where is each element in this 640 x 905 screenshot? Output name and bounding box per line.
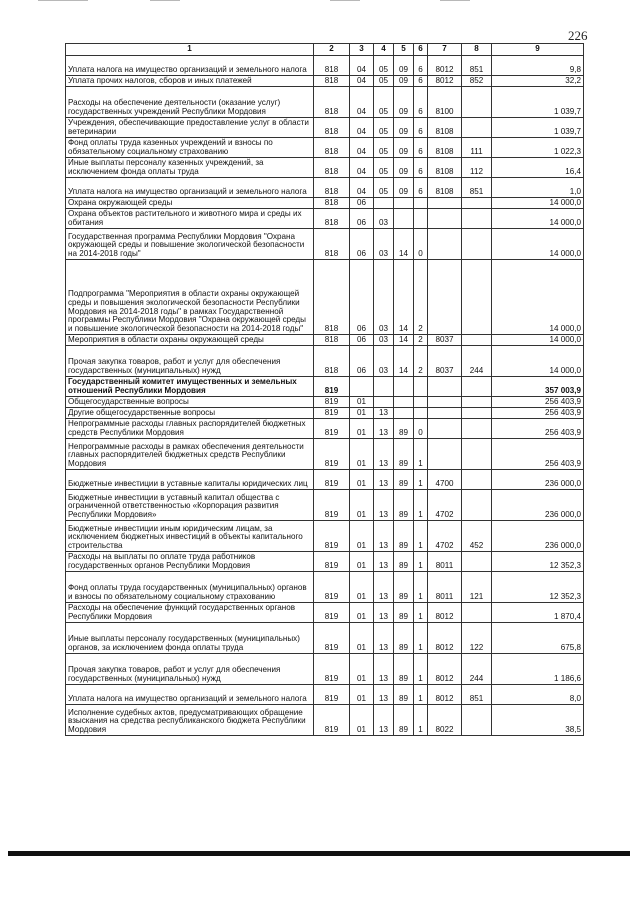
row-name-cell: Уплата налога на имущество организаций и земельного налога [66,178,314,198]
row-code-cell [414,198,428,209]
row-amount-cell: 675,8 [492,623,584,654]
table-row [66,138,584,158]
table-row [66,346,584,377]
row-code-cell: 818 [314,118,350,138]
row-code-cell [428,198,462,209]
row-code-cell [462,490,492,521]
table-row [66,552,584,572]
row-code-cell [462,439,492,470]
row-code-cell: 89 [394,685,414,705]
row-code-cell: 819 [314,490,350,521]
row-code-cell: 4702 [428,521,462,552]
row-name-cell: Подпрограмма "Мероприятия в области охраны окружающей среды и повышения экологической безопасности Республики Мордовия на 2014-2018 годы" в рамках Государственной программы Республики Мордовия "Охрана окружающей среды и повышение экологической безопасности на 2014-2018 годы" [66,260,314,335]
row-amount-cell: 1 039,7 [492,87,584,118]
row-code-cell: 04 [350,87,374,118]
row-code-cell: 818 [314,209,350,229]
row-code-cell: 8037 [428,346,462,377]
row-amount-cell: 256 403,9 [492,419,584,439]
row-code-cell: 14 [394,260,414,335]
table-row [66,623,584,654]
row-code-cell: 14 [394,229,414,260]
row-code-cell [350,377,374,397]
row-code-cell: 8012 [428,685,462,705]
row-code-cell: 851 [462,56,492,76]
row-code-cell: 01 [350,623,374,654]
row-amount-cell: 16,4 [492,158,584,178]
row-code-cell: 6 [414,138,428,158]
table-row [66,56,584,76]
row-code-cell [462,260,492,335]
row-amount-cell: 8,0 [492,685,584,705]
row-code-cell: 8011 [428,552,462,572]
row-name-cell: Государственная программа Республики Мордовия "Охрана окружающей среды и повышение экологической безопасности на 2014-2018 годы" [66,229,314,260]
table-row [66,198,584,209]
row-code-cell: 13 [374,654,394,685]
row-code-cell: 819 [314,705,350,736]
row-code-cell: 8108 [428,138,462,158]
row-code-cell [414,377,428,397]
row-code-cell: 01 [350,603,374,623]
row-name-cell: Уплата налога на имущество организаций и земельного налога [66,56,314,76]
row-name-cell: Иные выплаты персоналу государственных (муниципальных) органов, за исключением фонда оплаты труда [66,623,314,654]
row-code-cell: 2 [414,335,428,346]
row-code-cell [462,209,492,229]
column-header: 6 [414,44,428,56]
row-amount-cell: 12 352,3 [492,552,584,572]
row-code-cell [428,439,462,470]
row-code-cell [462,419,492,439]
row-code-cell: 13 [374,490,394,521]
row-amount-cell: 1 186,6 [492,654,584,685]
budget-table [65,43,584,736]
row-amount-cell: 256 403,9 [492,397,584,408]
row-code-cell: 03 [374,209,394,229]
scan-edge-mark [38,0,88,1]
row-code-cell [394,209,414,229]
row-code-cell [462,470,492,490]
row-code-cell [462,335,492,346]
row-code-cell: 111 [462,138,492,158]
row-code-cell: 03 [374,335,394,346]
row-code-cell: 6 [414,76,428,87]
row-amount-cell: 12 352,3 [492,572,584,603]
row-code-cell: 89 [394,439,414,470]
row-amount-cell: 1,0 [492,178,584,198]
row-code-cell: 13 [374,439,394,470]
row-code-cell: 819 [314,377,350,397]
row-code-cell: 819 [314,685,350,705]
table-body [66,56,584,736]
row-code-cell: 13 [374,705,394,736]
row-name-cell: Непрограммные расходы главных распорядителей бюджетных средств Республики Мордовия [66,419,314,439]
row-code-cell: 01 [350,572,374,603]
column-header: 4 [374,44,394,56]
row-code-cell [462,603,492,623]
table-row [66,685,584,705]
row-code-cell [428,209,462,229]
table-row [66,209,584,229]
row-code-cell: 818 [314,76,350,87]
row-name-cell: Другие общегосударственные вопросы [66,408,314,419]
row-code-cell: 819 [314,623,350,654]
row-code-cell: 01 [350,685,374,705]
row-code-cell: 13 [374,623,394,654]
row-code-cell: 2 [414,346,428,377]
row-code-cell: 01 [350,705,374,736]
table-row [66,408,584,419]
row-code-cell: 01 [350,439,374,470]
row-code-cell: 13 [374,408,394,419]
row-name-cell: Прочая закупка товаров, работ и услуг для обеспечения государственных (муниципальных) нужд [66,654,314,685]
row-code-cell: 06 [350,229,374,260]
row-code-cell: 818 [314,260,350,335]
row-code-cell: 89 [394,490,414,521]
row-name-cell: Мероприятия в области охраны окружающей среды [66,335,314,346]
row-code-cell [462,408,492,419]
row-code-cell: 8011 [428,572,462,603]
row-code-cell: 8012 [428,603,462,623]
row-code-cell: 04 [350,76,374,87]
row-amount-cell: 256 403,9 [492,408,584,419]
row-amount-cell: 256 403,9 [492,439,584,470]
row-code-cell: 1 [414,521,428,552]
row-code-cell: 1 [414,552,428,572]
row-code-cell: 04 [350,118,374,138]
row-name-cell: Охрана окружающей среды [66,198,314,209]
row-code-cell: 03 [374,229,394,260]
row-code-cell: 818 [314,178,350,198]
row-code-cell: 1 [414,572,428,603]
row-name-cell: Уплата прочих налогов, сборов и иных платежей [66,76,314,87]
row-name-cell: Прочая закупка товаров, работ и услуг для обеспечения государственных (муниципальных) нужд [66,346,314,377]
row-code-cell: 0 [414,229,428,260]
table-row [66,654,584,685]
table-row [66,490,584,521]
row-amount-cell: 38,5 [492,705,584,736]
row-code-cell: 818 [314,87,350,118]
row-code-cell: 818 [314,198,350,209]
row-name-cell: Непрограммные расходы в рамках обеспечения деятельности главных распорядителей бюджетных средств Республики Мордовия [66,439,314,470]
row-code-cell: 03 [374,346,394,377]
row-code-cell: 06 [350,260,374,335]
row-code-cell [462,87,492,118]
table-row [66,572,584,603]
row-amount-cell: 14 000,0 [492,335,584,346]
row-code-cell: 8037 [428,335,462,346]
row-code-cell: 89 [394,521,414,552]
row-code-cell: 819 [314,552,350,572]
row-code-cell: 01 [350,419,374,439]
row-code-cell: 8100 [428,87,462,118]
row-code-cell: 4700 [428,470,462,490]
table-row [66,118,584,138]
row-code-cell: 244 [462,346,492,377]
row-code-cell [462,118,492,138]
row-name-cell: Бюджетные инвестиции в уставный капитал общества с ограниченной ответственностью «Корпорация развития Республики Мордовия» [66,490,314,521]
row-name-cell: Бюджетные инвестиции в уставные капиталы юридических лиц [66,470,314,490]
row-code-cell: 819 [314,397,350,408]
row-code-cell: 819 [314,470,350,490]
row-code-cell: 09 [394,158,414,178]
row-code-cell [462,198,492,209]
row-code-cell: 6 [414,178,428,198]
row-name-cell: Иные выплаты персоналу казенных учреждений, за исключением фонда оплаты труда [66,158,314,178]
row-amount-cell: 236 000,0 [492,521,584,552]
row-code-cell: 452 [462,521,492,552]
row-code-cell: 851 [462,685,492,705]
table-row [66,335,584,346]
row-code-cell: 818 [314,335,350,346]
row-code-cell: 05 [374,138,394,158]
row-code-cell: 01 [350,521,374,552]
row-code-cell: 89 [394,552,414,572]
row-name-cell: Учреждения, обеспечивающие предоставление услуг в области ветеринарии [66,118,314,138]
row-code-cell [394,408,414,419]
row-code-cell: 1 [414,654,428,685]
table-row [66,705,584,736]
row-code-cell: 8012 [428,623,462,654]
column-header: 3 [350,44,374,56]
row-amount-cell: 236 000,0 [492,470,584,490]
row-code-cell: 818 [314,158,350,178]
row-code-cell: 04 [350,178,374,198]
row-code-cell: 06 [350,198,374,209]
row-code-cell: 4702 [428,490,462,521]
table-header-row [66,44,584,56]
row-code-cell: 819 [314,419,350,439]
row-amount-cell: 14 000,0 [492,346,584,377]
row-code-cell: 1 [414,439,428,470]
row-code-cell: 1 [414,705,428,736]
row-name-cell: Расходы на выплаты по оплате труда работников государственных органов Республики Мордовия [66,552,314,572]
row-code-cell: 8012 [428,56,462,76]
row-code-cell: 05 [374,56,394,76]
row-code-cell: 818 [314,346,350,377]
table-row [66,470,584,490]
row-amount-cell: 14 000,0 [492,260,584,335]
row-code-cell [374,198,394,209]
row-code-cell [394,198,414,209]
row-code-cell: 13 [374,419,394,439]
table-row [66,158,584,178]
row-code-cell: 89 [394,623,414,654]
row-code-cell: 13 [374,572,394,603]
row-code-cell: 89 [394,572,414,603]
row-amount-cell: 1 039,7 [492,118,584,138]
row-code-cell [462,397,492,408]
row-amount-cell: 14 000,0 [492,229,584,260]
column-header: 9 [492,44,584,56]
row-code-cell: 2 [414,260,428,335]
row-code-cell: 8012 [428,76,462,87]
row-code-cell: 13 [374,552,394,572]
row-code-cell: 01 [350,470,374,490]
row-code-cell [394,397,414,408]
row-code-cell: 0 [414,419,428,439]
row-code-cell [428,260,462,335]
row-code-cell: 05 [374,178,394,198]
row-code-cell: 8108 [428,118,462,138]
row-code-cell: 6 [414,118,428,138]
row-name-cell: Расходы на обеспечение деятельности (оказание услуг) государственных учреждений Республики Мордовия [66,87,314,118]
row-code-cell: 05 [374,118,394,138]
row-name-cell: Бюджетные инвестиции иным юридическим лицам, за исключением бюджетных инвестиций в объекты капитального строительства [66,521,314,552]
row-code-cell [374,377,394,397]
row-code-cell: 1 [414,470,428,490]
row-code-cell: 09 [394,76,414,87]
row-code-cell: 818 [314,138,350,158]
row-code-cell: 04 [350,158,374,178]
row-code-cell [428,229,462,260]
row-name-cell: Общегосударственные вопросы [66,397,314,408]
row-code-cell [414,209,428,229]
row-code-cell: 13 [374,685,394,705]
row-name-cell: Государственный комитет имущественных и земельных отношений Республики Мордовия [66,377,314,397]
row-code-cell: 1 [414,685,428,705]
table-row [66,419,584,439]
row-code-cell: 06 [350,346,374,377]
table-row [66,260,584,335]
table-row [66,178,584,198]
column-header: 8 [462,44,492,56]
row-code-cell: 05 [374,76,394,87]
column-header: 7 [428,44,462,56]
row-name-cell: Фонд оплаты труда казенных учреждений и взносы по обязательному социальному страхованию [66,138,314,158]
row-code-cell: 05 [374,158,394,178]
row-code-cell [414,397,428,408]
row-code-cell: 1 [414,623,428,654]
row-code-cell: 13 [374,521,394,552]
row-code-cell: 04 [350,56,374,76]
row-code-cell: 819 [314,603,350,623]
scan-bottom-bar [8,851,630,856]
row-code-cell: 8108 [428,178,462,198]
scan-edge-mark [440,0,470,1]
row-amount-cell: 32,2 [492,76,584,87]
row-code-cell: 819 [314,521,350,552]
row-code-cell: 819 [314,439,350,470]
row-code-cell [462,377,492,397]
row-code-cell: 89 [394,654,414,685]
row-code-cell: 03 [374,260,394,335]
row-amount-cell: 14 000,0 [492,198,584,209]
row-code-cell [462,552,492,572]
row-code-cell: 09 [394,118,414,138]
row-code-cell: 89 [394,419,414,439]
row-code-cell: 06 [350,335,374,346]
row-code-cell: 818 [314,229,350,260]
row-code-cell: 89 [394,470,414,490]
row-code-cell: 01 [350,552,374,572]
row-code-cell: 13 [374,470,394,490]
table-row [66,397,584,408]
row-code-cell [462,229,492,260]
row-code-cell: 01 [350,490,374,521]
table-row [66,603,584,623]
row-code-cell: 112 [462,158,492,178]
row-name-cell: Фонд оплаты труда государственных (муниципальных) органов и взносы по обязательному социальному страхованию [66,572,314,603]
column-header: 1 [66,44,314,56]
page-number: 226 [568,28,588,43]
row-amount-cell: 1 870,4 [492,603,584,623]
row-code-cell: 89 [394,705,414,736]
row-amount-cell: 14 000,0 [492,209,584,229]
table-row [66,76,584,87]
table-row [66,521,584,552]
row-name-cell: Исполнение судебных актов, предусматривающих обращение взыскания на средства республиканского бюджета Республики Мордовия [66,705,314,736]
table-row [66,229,584,260]
row-code-cell: 13 [374,603,394,623]
row-code-cell: 14 [394,346,414,377]
table-row [66,377,584,397]
row-code-cell [374,397,394,408]
row-code-cell: 6 [414,87,428,118]
row-code-cell: 121 [462,572,492,603]
row-amount-cell: 357 003,9 [492,377,584,397]
row-code-cell: 09 [394,56,414,76]
row-code-cell: 05 [374,87,394,118]
row-code-cell [428,408,462,419]
row-code-cell [428,397,462,408]
row-code-cell: 01 [350,408,374,419]
row-code-cell: 09 [394,178,414,198]
row-code-cell: 6 [414,158,428,178]
row-code-cell: 851 [462,178,492,198]
row-code-cell: 819 [314,572,350,603]
row-code-cell: 122 [462,623,492,654]
row-code-cell: 1 [414,603,428,623]
row-code-cell: 1 [414,490,428,521]
row-code-cell [428,419,462,439]
row-code-cell [462,705,492,736]
row-code-cell: 8012 [428,654,462,685]
column-header: 2 [314,44,350,56]
row-amount-cell: 9,8 [492,56,584,76]
row-code-cell: 14 [394,335,414,346]
row-code-cell: 819 [314,654,350,685]
row-code-cell: 852 [462,76,492,87]
scan-edge-mark [330,0,360,1]
row-code-cell: 01 [350,397,374,408]
row-name-cell: Охрана объектов растительного и животного мира и среды их обитания [66,209,314,229]
row-code-cell: 06 [350,209,374,229]
scan-edge-mark [150,0,180,1]
row-amount-cell: 1 022,3 [492,138,584,158]
row-code-cell: 8108 [428,158,462,178]
row-code-cell: 244 [462,654,492,685]
row-code-cell: 01 [350,654,374,685]
row-code-cell: 04 [350,138,374,158]
row-code-cell: 89 [394,603,414,623]
row-name-cell: Расходы на обеспечение функций государственных органов Республики Мордовия [66,603,314,623]
row-code-cell: 09 [394,138,414,158]
row-code-cell: 819 [314,408,350,419]
row-name-cell: Уплата налога на имущество организаций и земельного налога [66,685,314,705]
row-code-cell [394,377,414,397]
row-code-cell: 8022 [428,705,462,736]
row-code-cell: 09 [394,87,414,118]
table-row [66,439,584,470]
row-amount-cell: 236 000,0 [492,490,584,521]
row-code-cell: 6 [414,56,428,76]
row-code-cell [414,408,428,419]
row-code-cell [428,377,462,397]
row-code-cell: 818 [314,56,350,76]
table-row [66,87,584,118]
column-header: 5 [394,44,414,56]
